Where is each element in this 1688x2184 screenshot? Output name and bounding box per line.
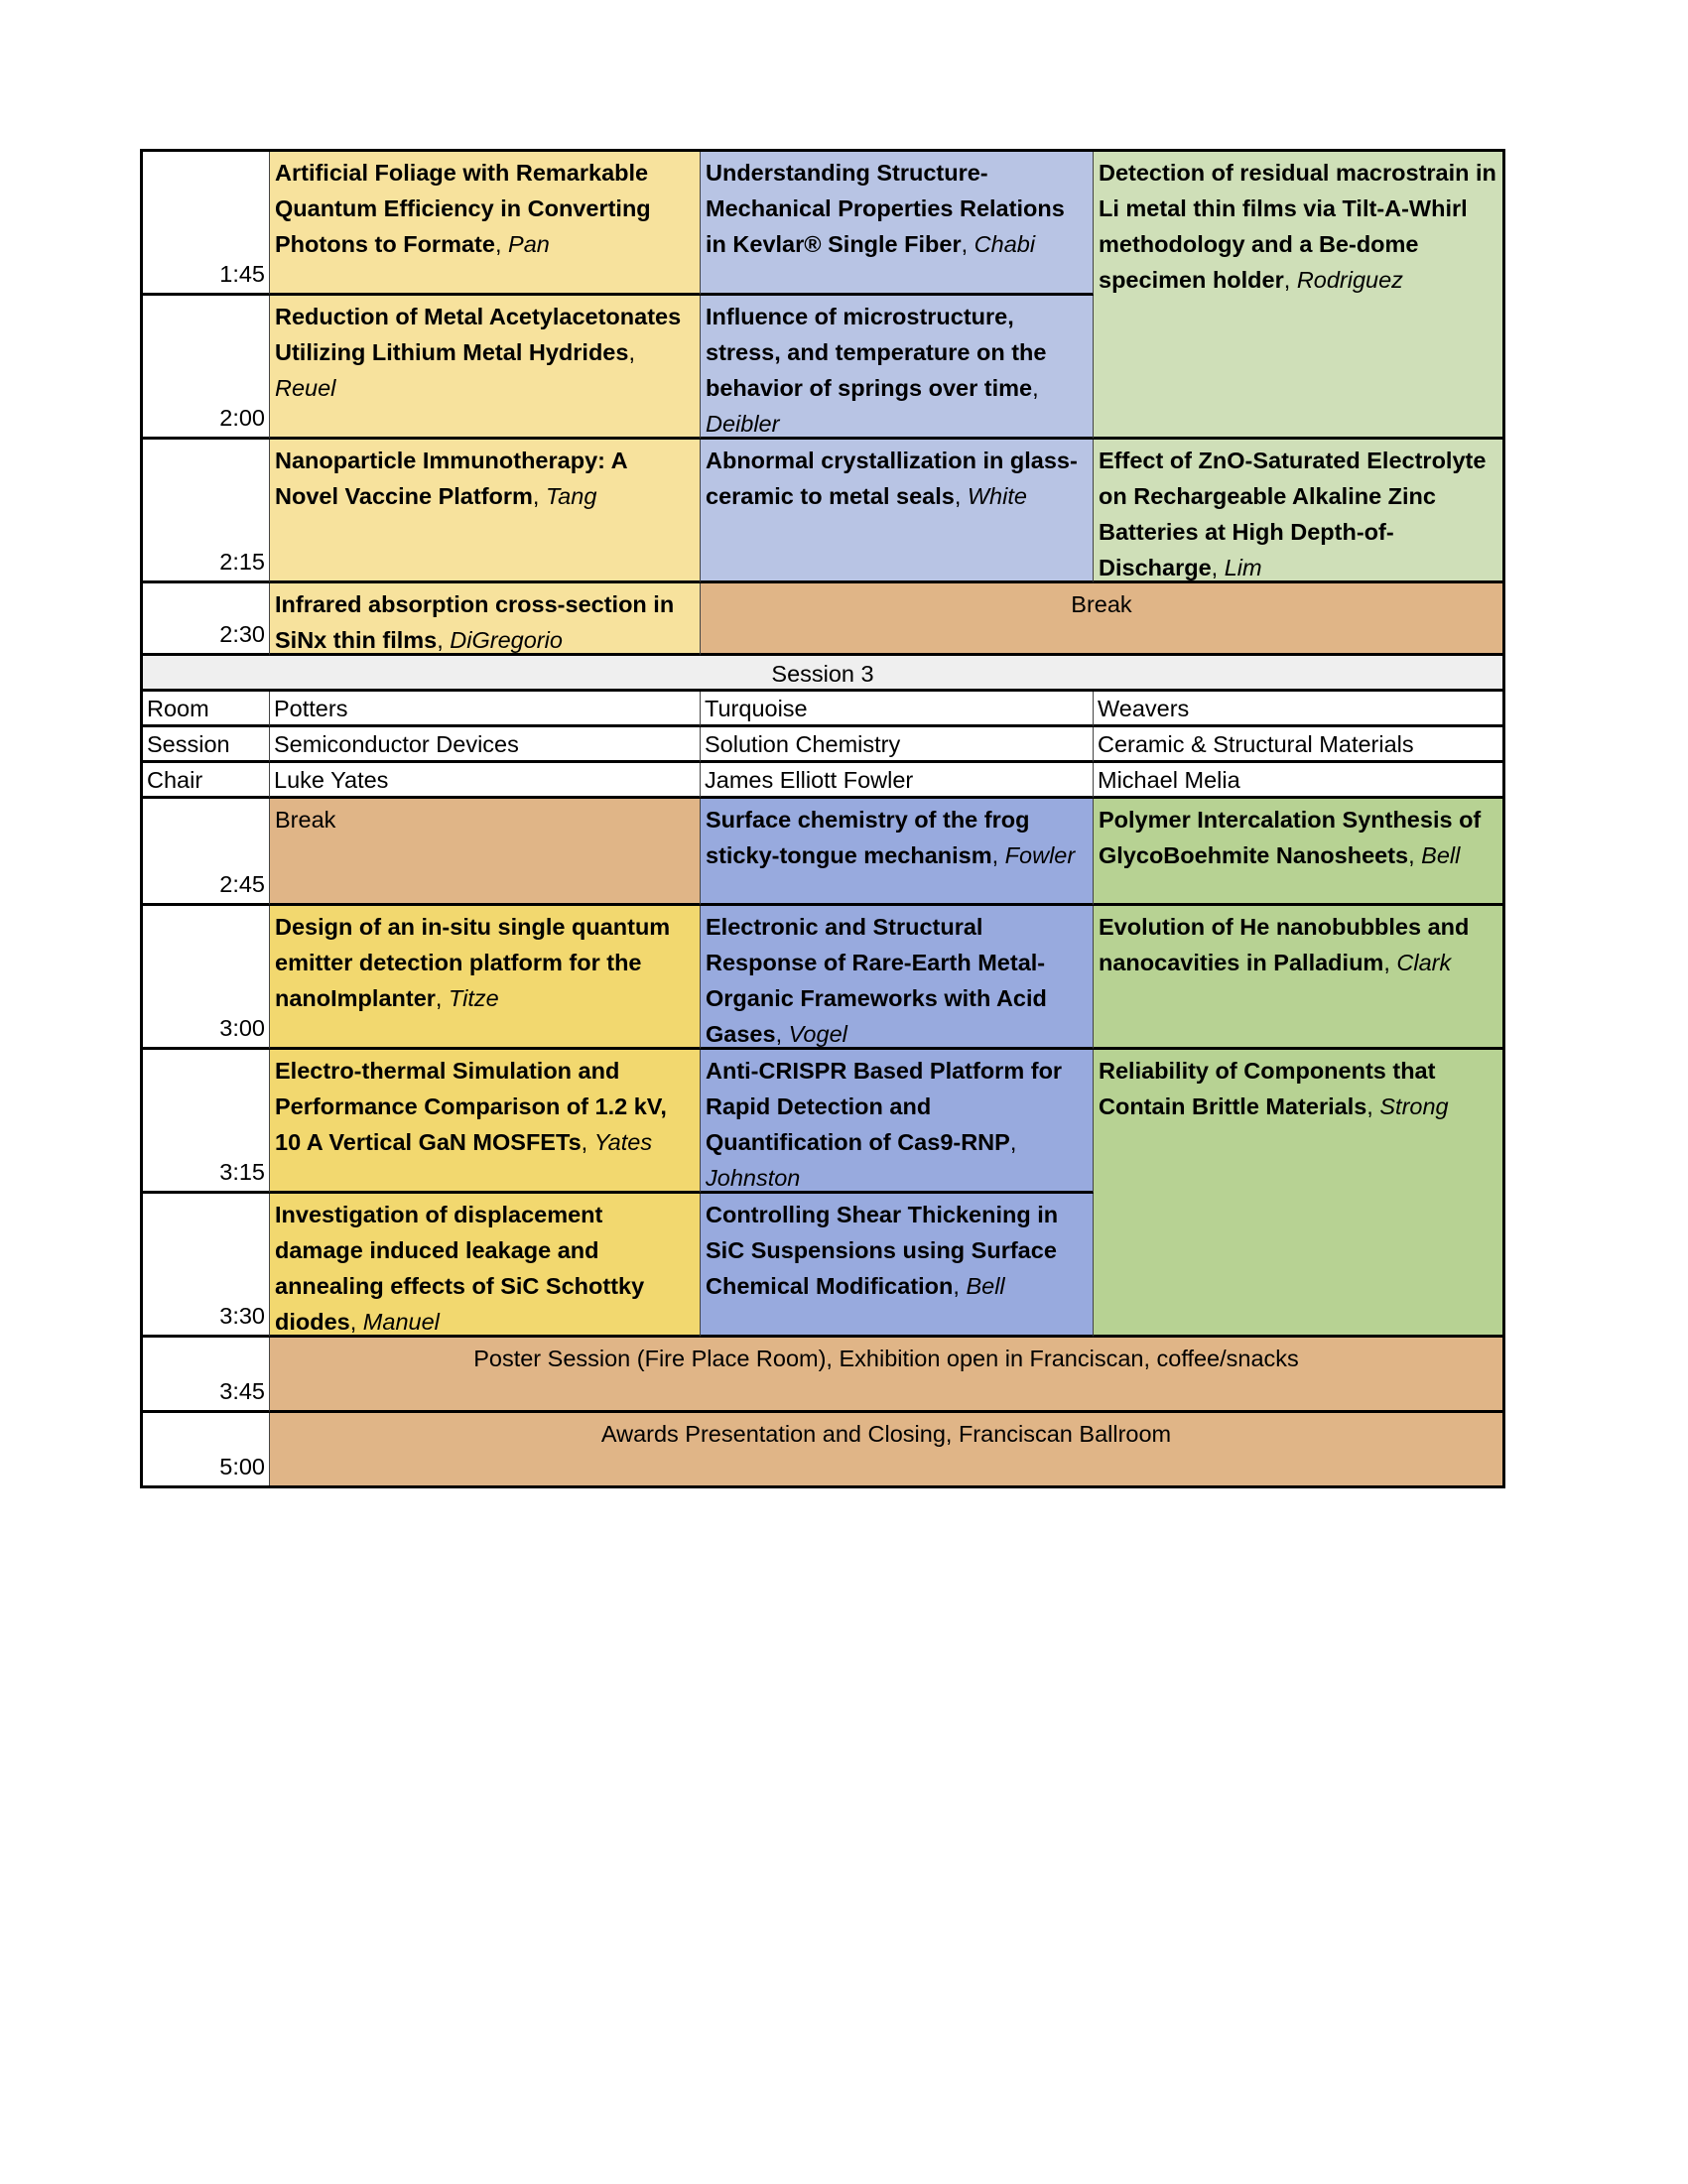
talk-title: Influence of microstructure, stress, and temperature on the behavior of springs over time [706,304,1047,401]
talk-cell-potters: Nanoparticle Immunotherapy: A Novel Vaccine Platform, Tang [270,440,701,583]
schedule-table [140,149,1505,1488]
break-label: Break [275,807,336,833]
closing-cell [270,1413,1502,1485]
chair-potters [270,763,701,799]
talk-title: Detection of residual macrostrain in Li metal thin films via Tilt-A-Whirl methodology and a Be-dome specimen holder [1099,160,1496,293]
session-header [143,656,1502,692]
talk-title: Artificial Foliage with Remarkable Quantum Efficiency in Converting Photons to Formate [275,160,651,257]
time-label: 2:30 [219,621,265,647]
talk-author: Lim [1224,555,1262,580]
session-weavers [1094,727,1502,763]
room-name: Weavers [1098,696,1190,721]
talk-author: Bell [1421,842,1461,868]
talk-title: Reliability of Components that Contain Brittle Materials [1099,1058,1436,1119]
talk-author: Reuel [275,375,336,401]
chair-label: Chair [147,767,203,793]
time-label: 3:30 [219,1303,265,1329]
talk-author: Rodriguez [1296,267,1403,293]
talk-cell-turquoise: Abnormal crystallization in glass-ceramic to metal seals, White [701,440,1094,583]
talk-author: Titze [448,985,499,1011]
talk-cell-weavers: Polymer Intercalation Synthesis of GlycoBoehmite Nanosheets, Bell [1094,799,1502,906]
time-label: 2:15 [219,549,265,575]
talk-title: Understanding Structure-Mechanical Properties Relations in Kevlar® Single Fiber [706,160,1065,257]
time-cell [143,1338,270,1413]
time-cell [143,1050,270,1194]
room-label-cell [143,692,270,727]
talk-author: Pan [508,231,550,257]
talk-cell-turquoise: Surface chemistry of the frog sticky-tongue mechanism, Fowler [701,799,1094,906]
time-cell [143,1413,270,1485]
session-label: Session 3 [771,661,874,687]
talk-title: Effect of ZnO-Saturated Electrolyte on Rechargeable Alkaline Zinc Batteries at High Depth-of-Discharge [1099,448,1487,580]
poster-session-cell [270,1338,1502,1413]
time-label: 3:45 [219,1378,265,1404]
talk-title: Electro-thermal Simulation and Performance Comparison of 1.2 kV, 10 A Vertical GaN MOSFETs [275,1058,667,1155]
talk-title: Nanoparticle Immunotherapy: A Novel Vaccine Platform [275,448,627,509]
talk-title: Infrared absorption cross-section in SiNx thin films [275,591,675,653]
talk-title: Anti-CRISPR Based Platform for Rapid Detection and Quantification of Cas9-RNP [706,1058,1063,1155]
closing-text: Awards Presentation and Closing, Franciscan Ballroom [600,1421,1172,1447]
talk-cell-weavers: Reliability of Components that Contain Brittle Materials, Strong [1094,1050,1502,1338]
time-cell [143,440,270,583]
talk-author: Vogel [788,1021,847,1047]
talk-cell-weavers: Detection of residual macrostrain in Li metal thin films via Tilt-A-Whirl methodology and a Be-dome specimen holder, Rodriguez [1094,152,1502,440]
talk-title: Investigation of displacement damage induced leakage and annealing effects of SiC Schottky diodes [275,1202,645,1335]
talk-title: Surface chemistry of the frog sticky-tongue mechanism [706,807,1030,868]
session-name: Semiconductor Devices [274,731,519,757]
talk-author: Deibler [706,411,780,437]
talk-cell-potters: Design of an in-situ single quantum emitter detection platform for the nanoImplanter, Titze [270,906,701,1050]
time-label: 1:45 [219,261,265,287]
time-cell [143,1194,270,1338]
talk-cell-turquoise: Electronic and Structural Response of Rare-Earth Metal-Organic Frameworks with Acid Gases, Vogel [701,906,1094,1050]
talk-title: Polymer Intercalation Synthesis of GlycoBoehmite Nanosheets [1099,807,1482,868]
time-cell [143,799,270,906]
talk-title: Controlling Shear Thickening in SiC Suspensions using Surface Chemical Modification [706,1202,1059,1299]
talk-author: White [967,483,1027,509]
room-turquoise [701,692,1094,727]
room-potters [270,692,701,727]
talk-cell-turquoise: Understanding Structure-Mechanical Properties Relations in Kevlar® Single Fiber, Chabi [701,152,1094,296]
talk-author: Strong [1379,1093,1449,1119]
time-label: 3:00 [219,1015,265,1041]
break-cell [701,583,1502,656]
talk-cell-potters: Reduction of Metal Acetylacetonates Utilizing Lithium Metal Hydrides, Reuel [270,296,701,440]
time-cell [143,152,270,296]
talk-author: Tang [545,483,597,509]
chair-turquoise [701,763,1094,799]
session-label-cell [143,727,270,763]
talk-author: DiGregorio [450,627,563,653]
break-cell [270,799,701,906]
chair-name: Michael Melia [1098,767,1240,793]
chair-label-cell [143,763,270,799]
chair-name: Luke Yates [274,767,389,793]
talk-cell-potters: Infrared absorption cross-section in SiNx thin films, DiGregorio [270,583,701,656]
session-potters [270,727,701,763]
talk-author: Johnston [706,1165,801,1191]
talk-author: Chabi [974,231,1036,257]
talk-author: Clark [1396,950,1452,975]
chair-name: James Elliott Fowler [705,767,914,793]
break-label: Break [1071,591,1132,617]
talk-cell-turquoise: Influence of microstructure, stress, and temperature on the behavior of springs over time, Deibler [701,296,1094,440]
time-cell [143,906,270,1050]
time-cell [143,583,270,656]
talk-title: Reduction of Metal Acetylacetonates Utilizing Lithium Metal Hydrides [275,304,682,365]
talk-cell-weavers: Evolution of He nanobubbles and nanocavities in Palladium, Clark [1094,906,1502,1050]
talk-author: Bell [966,1273,1005,1299]
time-label: 2:45 [219,871,265,897]
room-name: Potters [274,696,348,721]
session-turquoise [701,727,1094,763]
room-weavers [1094,692,1502,727]
time-label: 2:00 [219,405,265,431]
room-name: Turquoise [705,696,808,721]
talk-title: Abnormal crystallization in glass-ceramic to metal seals [706,448,1078,509]
talk-cell-potters: Electro-thermal Simulation and Performance Comparison of 1.2 kV, 10 A Vertical GaN MOSFETs, Yates [270,1050,701,1194]
session-name: Solution Chemistry [705,731,901,757]
time-label: 3:15 [219,1159,265,1185]
chair-weavers [1094,763,1502,799]
talk-cell-potters: Artificial Foliage with Remarkable Quantum Efficiency in Converting Photons to Formate, Pan [270,152,701,296]
talk-author: Fowler [1004,842,1076,868]
talk-cell-potters: Investigation of displacement damage induced leakage and annealing effects of SiC Schottky diodes, Manuel [270,1194,701,1338]
talk-title: Evolution of He nanobubbles and nanocavities in Palladium [1099,914,1470,975]
talk-cell-turquoise: Anti-CRISPR Based Platform for Rapid Detection and Quantification of Cas9-RNP, Johnston [701,1050,1094,1194]
talk-cell-weavers: Effect of ZnO-Saturated Electrolyte on Rechargeable Alkaline Zinc Batteries at High Depth-of-Discharge, Lim [1094,440,1502,583]
talk-author: Yates [593,1129,653,1155]
time-cell [143,296,270,440]
room-label: Room [147,696,209,721]
poster-session-text: Poster Session (Fire Place Room), Exhibition open in Franciscan, coffee/snacks [473,1346,1299,1371]
time-label: 5:00 [219,1454,265,1479]
talk-title: Electronic and Structural Response of Rare-Earth Metal-Organic Frameworks with Acid Gases [706,914,1047,1047]
talk-title: Design of an in-situ single quantum emitter detection platform for the nanoImplanter [275,914,671,1011]
talk-author: Manuel [362,1309,440,1335]
session-row-label: Session [147,731,230,757]
talk-cell-turquoise: Controlling Shear Thickening in SiC Suspensions using Surface Chemical Modification, Bell [701,1194,1094,1338]
session-name: Ceramic & Structural Materials [1098,731,1414,757]
